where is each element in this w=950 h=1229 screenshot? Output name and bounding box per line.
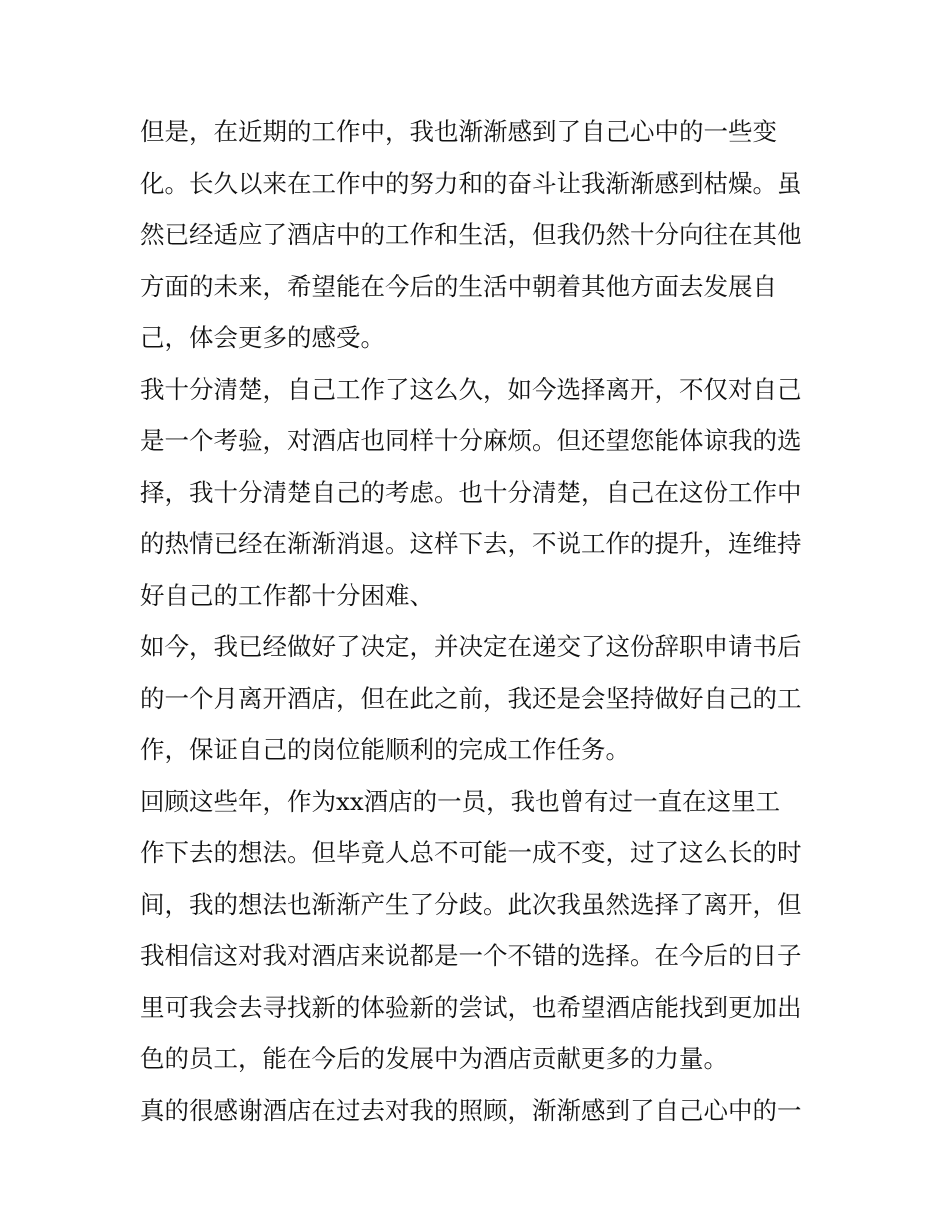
text-line: 我十分清楚，自己工作了这么久，如今选择离开，不仅对自己 — [140, 374, 802, 404]
text-line: 作，保证自己的岗位能顺利的完成工作任务。 — [140, 735, 630, 764]
text-line: 里可我会去寻找新的体验新的尝试，也希望酒店能找到更加出 — [140, 992, 802, 1022]
text-line: 好自己的工作都十分困难、 — [140, 580, 434, 610]
text-line: 是一个考验，对酒店也同样十分麻烦。但还望您能体谅我的选 — [140, 426, 802, 455]
text-line: 色的员工，能在今后的发展中为酒店贡献更多的力量。 — [140, 1044, 728, 1073]
text-line: 如今，我已经做好了决定，并决定在递交了这份辞职申请书后 — [140, 632, 802, 661]
text-line: 方面的未来，希望能在今后的生活中朝着其他方面去发展自 — [140, 271, 777, 301]
text-line: 间，我的想法也渐渐产生了分歧。此次我虽然选择了离开，但 — [140, 889, 802, 919]
text-line: 择，我十分清楚自己的考虑。也十分清楚，自己在这份工作中 — [140, 477, 802, 507]
text-line: 我相信这对我对酒店来说都是一个不错的选择。在今后的日子 — [140, 941, 802, 970]
text-line: 回顾这些年，作为xx酒店的一员，我也曾有过一直在这里工 — [140, 786, 781, 816]
text-line: 己，体会更多的感受。 — [140, 323, 385, 352]
document-body — [140, 106, 820, 1136]
text-line: 的一个月离开酒店，但在此之前，我还是会坚持做好自己的工 — [140, 683, 802, 713]
text-line: 真的很感谢酒店在过去对我的照顾，渐渐感到了自己心中的一 — [140, 1095, 802, 1125]
text-line: 然已经适应了酒店中的工作和生活，但我仍然十分向往在其他 — [140, 220, 802, 249]
text-line: 但是，在近期的工作中，我也渐渐感到了自己心中的一些变 — [140, 117, 777, 146]
text-line: 化。长久以来在工作中的努力和的奋斗让我渐渐感到枯燥。虽 — [140, 168, 802, 198]
text-line: 作下去的想法。但毕竟人总不可能一成不变，过了这么长的时 — [140, 838, 802, 867]
text-line: 的热情已经在渐渐消退。这样下去，不说工作的提升，连维持 — [140, 529, 802, 558]
